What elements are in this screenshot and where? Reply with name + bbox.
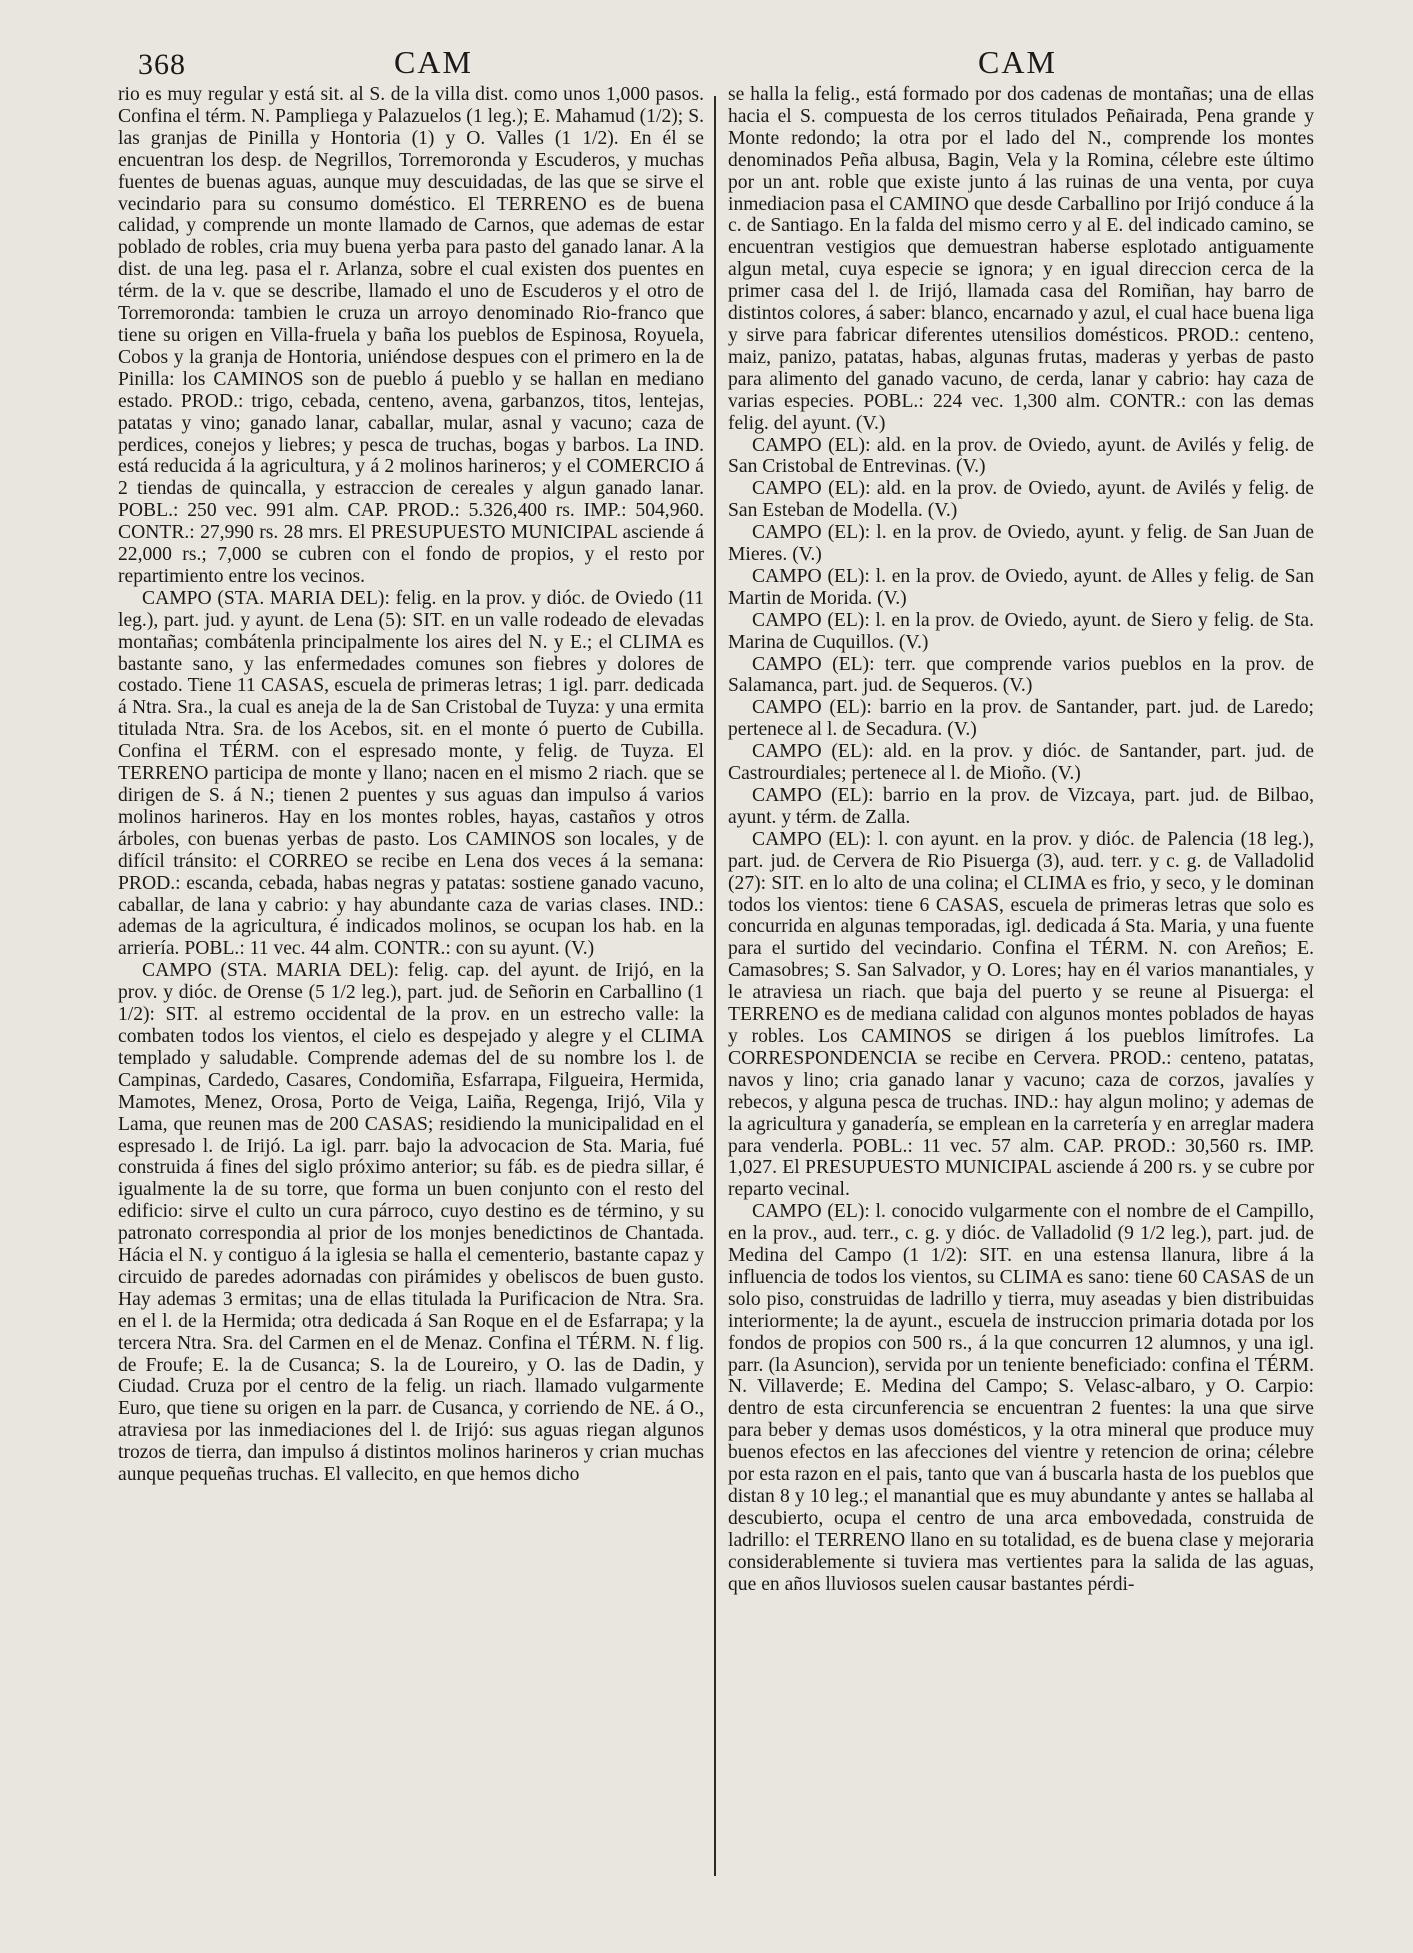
entry-paragraph: CAMPO (STA. MARIA DEL): felig. en la prov. y dióc. de Oviedo (11 leg.), part. jud. y ayunt. de Lena (5): SIT. en un valle rodeado de elevadas montañas; combátenla principalmente los aires del N. y E.; el CLIMA es bastante sano, y las enfermedades comunes son fiebres y dolores de costado. Tiene 11 CASAS, escuela de primeras letras; 1 igl. parr. dedicada á Ntra. Sra., la cual es aneja de la de San Cristobal de Tuyza: y una ermita titulada Ntra. Sra. de los Acebos, sit. en el monte ó puerto de Cubilla. Confina el TÉRM. con el espresado monte, y felig. de Tuyza. El TERRENO participa de monte y llano; nacen en el mismo 2 riach. que se dirigen de S. á N.; tienen 2 puentes y sus aguas dan impulso á varios molinos harineros. Hay en los montes robles, hayas, castaños y otros árboles, con buenas yerbas de pasto. Los CAMINOS son locales, y de difícil tránsito: el CORREO se recibe en Lena dos veces á la semana: PROD.: escanda, cebada, habas negras y patatas: sostiene ganado vacuno, caballar, de lana y cabrio: y hay abundante caza de varias clases. IND.: ademas de la agricultura, é indicados molinos, se ocupan los hab. en la arriería. POBL.: 11 vec. 44 alm. CONTR.: con su ayunt. (V.) [118, 587, 704, 960]
entry-paragraph: CAMPO (STA. MARIA DEL): felig. cap. del ayunt. de Irijó, en la prov. y dióc. de Orense (5 1/2 leg.), part. jud. de Señorin en Carballino (1 1/2): SIT. al estremo occidental de la prov. en un estrecho valle: la combaten todos los vientos, el cielo es despejado y alegre y el CLIMA templado y saludable. Comprende ademas del de su nombre los l. de Campinas, Cardedo, Casares, Condomiña, Esfarrapa, Filgueira, Hermida, Mamotes, Menez, Orosa, Porto de Veiga, Laiña, Regenga, Irijó, Vila y Lama, que reunen mas de 200 CASAS; residiendo la municipalidad en el espresado l. de Irijó. La igl. parr. bajo la advocacion de Sta. Maria, fué construida á fines del siglo próximo anterior; su fáb. es de piedra sillar, é igualmente la de su torre, que forma un buen conjunto con el resto del edificio: sirve el culto un cura párroco, cuyo destino es de término, y su patronato correspondia al prior de los monjes benedictinos de Chantada. Hácia el N. y contiguo á la iglesia se halla el cementerio, bastante capaz y circuido de paredes adornadas con pirámides y obeliscos de buen gusto. Hay ademas 3 ermitas; una de ellas titulada la Purificacion de Ntra. Sra. en el l. de la Hermida; otra dedicada á San Roque en el de Esfarrapa; y la tercera Ntra. Sra. del Carmen en el de Menaz. Confina el TÉRM. N. f lig. de Froufe; E. la de Cusanca; S. la de Loureiro, y O. las de Dadin, y Ciudad. Cruza por el centro de la felig. un riach. llamado vulgarmente Euro, que tiene su origen en la parr. de Cusanca, y corriendo de NE. á O., atraviesa por las inmediaciones del l. de Irijó: sus aguas riegan algunos trozos de tierra, dan impulso á distintos molinos harineros y crian muchas aunque pequeñas truchas. El vallecito, en que hemos dicho [118, 960, 704, 1486]
entry-paragraph: CAMPO (EL): terr. que comprende varios pueblos en la prov. de Salamanca, part. jud. de Sequeros. (V.) [728, 653, 1314, 697]
entry-paragraph: CAMPO (EL): ald. en la prov. y dióc. de Santander, part. jud. de Castrourdiales; pertenece al l. de Mioño. (V.) [728, 741, 1314, 785]
entry-paragraph: CAMPO (EL): ald. en la prov. de Oviedo, ayunt. de Avilés y felig. de San Cristobal de Entrevinas. (V.) [728, 434, 1314, 478]
entry-paragraph: CAMPO (EL): l. en la prov. de Oviedo, ayunt. y felig. de San Juan de Mieres. (V.) [728, 522, 1314, 566]
left-running-head: CAM [394, 44, 473, 80]
entry-paragraph: CAMPO (EL): ald. en la prov. de Oviedo, ayunt. de Avilés y felig. de San Esteban de Modella. (V.) [728, 478, 1314, 522]
left-column [118, 84, 704, 1486]
right-running-head: CAM [978, 44, 1057, 80]
entry-paragraph: CAMPO (EL): l. conocido vulgarmente con el nombre de el Campillo, en la prov., aud. terr., c. g. y dióc. de Valladolid (9 1/2 leg.), part. jud. de Medina del Campo (1 1/2): SIT. en una estensa llanura, libre á la influencia de todos los vientos, su CLIMA es sano: tiene 60 CASAS de un solo piso, construidas de ladrillo y tierra, muy aseadas y bien distribuidas interiormente; la de ayunt., escuela de instruccion primaria dotada por los fondos de propios con 500 rs., á la que concurren 12 alumnos, y una igl. parr. (la Asuncion), servida por un teniente beneficiado: confina el TÉRM. N. Villaverde; E. Medina del Campo; S. Velasc-albaro, y O. Carpio: dentro de esta circunferencia se encuentran 2 fuentes: la una que sirve para beber y demas usos domésticos, y la otra mineral que produce muy buenos efectos en las afecciones del vientre y retencion de orina; célebre por esta razon en el pais, tanto que van á buscarla hasta de los pueblos que distan 8 y 10 leg.; el manantial que es muy abundante y antes se hallaba al descubierto, ocupa el centro de una arca embovedada, construida de ladrillo: el TERRENO llano en su totalidad, es de buena clase y mejoraria considerablemente si tuviera mas vertientes para la salida de las aguas, que en años lluviosos suelen causar bastantes pérdi- [728, 1201, 1314, 1595]
right-column [728, 84, 1314, 1596]
column-divider [714, 96, 716, 1876]
entry-paragraph: rio es muy regular y está sit. al S. de la villa dist. como unos 1,000 pasos. Confina el térm. N. Pampliega y Palazuelos (1 leg.); E. Mahamud (1/2); S. las granjas de Pinilla y Hontoria (1) y O. Valles (1 1/2). En él se encuentran los desp. de Negrillos, Torremoronda y Escuderos, y muchas fuentes de buenas aguas, aunque muy descuidadas, de las que se sirve el vecindario para su consumo doméstico. El TERRENO es de buena calidad, y comprende un monte llamado de Carnos, que ademas de estar poblado de robles, cria muy buena yerba para pasto del ganado lanar. A la dist. de una leg. pasa el r. Arlanza, sobre el cual existen dos puentes en térm. de la v. que se describe, llamado el uno de Escuderos y el otro de Torremoronda: tambien le cruza un arroyo denominado Rio-franco que tiene su origen en Villa-fruela y baña los pueblos de Espinosa, Royuela, Cobos y la granja de Hontoria, uniéndose despues con el primero en la de Pinilla: los CAMINOS son de pueblo á pueblo y se hallan en mediano estado. PROD.: trigo, cebada, centeno, avena, garbanzos, titos, lentejas, patatas y vino; ganado lanar, caballar, mular, asnal y vacuno; caza de perdices, conejos y liebres; y pesca de truchas, bogas y barbos. La IND. está reducida á la agricultura, y á 2 molinos harineros; y el COMERCIO á 2 tiendas de quincalla, y estraccion de cereales y algun ganado lanar. POBL.: 250 vec. 991 alm. CAP. PROD.: 5.326,400 rs. IMP.: 504,960. CONTR.: 27,990 rs. 28 mrs. El PRESUPUESTO MUNICIPAL asciende á 22,000 rs.; 7,000 se cubren con el fondo de propios, y el resto por repartimiento entre los vecinos. [118, 84, 704, 587]
entry-paragraph: se halla la felig., está formado por dos cadenas de montañas; una de ellas hacia el S. compuesta de los cerros titulados Peñairada, Pena grande y Monte redondo; la otra por el lado del N., comprende los montes denominados Peña albusa, Bagin, Vela y la Romina, célebre este último por un ant. roble que existe junto á las ruinas de una venta, por cuya inmediacion pasa el CAMINO que desde Carballino por Irijó conduce á la c. de Santiago. En la falda del mismo cerro y al E. del indicado camino, se encuentran vestigios que demuestran haberse esplotado antiguamente algun metal, cuya especie se ignora; y en igual direccion cerca de la primer casa del l. de Irijó, llamada casa del Romiñan, hay barro de distintos colores, á saber: blanco, encarnado y azul, el cual hace buena liga y sirve para fabricar diferentes utensilios domésticos. PROD.: centeno, maiz, panizo, patatas, habas, algunas frutas, maderas y yerbas de pasto para alimento del ganado vacuno, de cerda, lanar y cabrio: hay caza de varias especies. POBL.: 224 vec. 1,300 alm. CONTR.: con las demas felig. del ayunt. (V.) [728, 84, 1314, 434]
page-number: 368 [138, 48, 186, 81]
entry-paragraph: CAMPO (EL): barrio en la prov. de Santander, part. jud. de Laredo; pertenece al l. de Secadura. (V.) [728, 697, 1314, 741]
entry-paragraph: CAMPO (EL): l. en la prov. de Oviedo, ayunt. de Siero y felig. de Sta. Marina de Cuquillos. (V.) [728, 609, 1314, 653]
entry-paragraph: CAMPO (EL): l. con ayunt. en la prov. y dióc. de Palencia (18 leg.), part. jud. de Cervera de Rio Pisuerga (3), aud. terr. y c. g. de Valladolid (27): SIT. en lo alto de una colina; el CLIMA es frio, y seco, y le dominan todos los vientos: tiene 6 CASAS, escuela de primeras letras que solo es concurrida en algunas temporadas, igl. dedicada á Sta. Maria, y una fuente para el surtido del vecindario. Confina el TÉRM. N. con Areños; E. Camasobres; S. San Salvador, y O. Lores; hay en él varios manantiales, y le atraviesa un riach. que baja del puerto y se reune al Pisuerga: el TERRENO es de mediana calidad con algunos montes poblados de hayas y robles. Los CAMINOS se dirigen á los pueblos limítrofes. La CORRESPONDENCIA se recibe en Cervera. PROD.: centeno, patatas, navos y lino; cria ganado lanar y vacuno; caza de corzos, javalíes y rebecos, y alguna pesca de truchas. IND.: hay algun molino; y ademas de la agricultura y ganadería, se emplean en la carretería y en arreglar madera para venderla. POBL.: 11 vec. 57 alm. CAP. PROD.: 30,560 rs. IMP. 1,027. El PRESUPUESTO MUNICIPAL asciende á 200 rs. y se cubre por reparto vecinal. [728, 828, 1314, 1201]
entry-paragraph: CAMPO (EL): barrio en la prov. de Vizcaya, part. jud. de Bilbao, ayunt. y térm. de Zalla. [728, 785, 1314, 828]
entry-paragraph: CAMPO (EL): l. en la prov. de Oviedo, ayunt. de Alles y felig. de San Martin de Morida. (V.) [728, 565, 1314, 609]
